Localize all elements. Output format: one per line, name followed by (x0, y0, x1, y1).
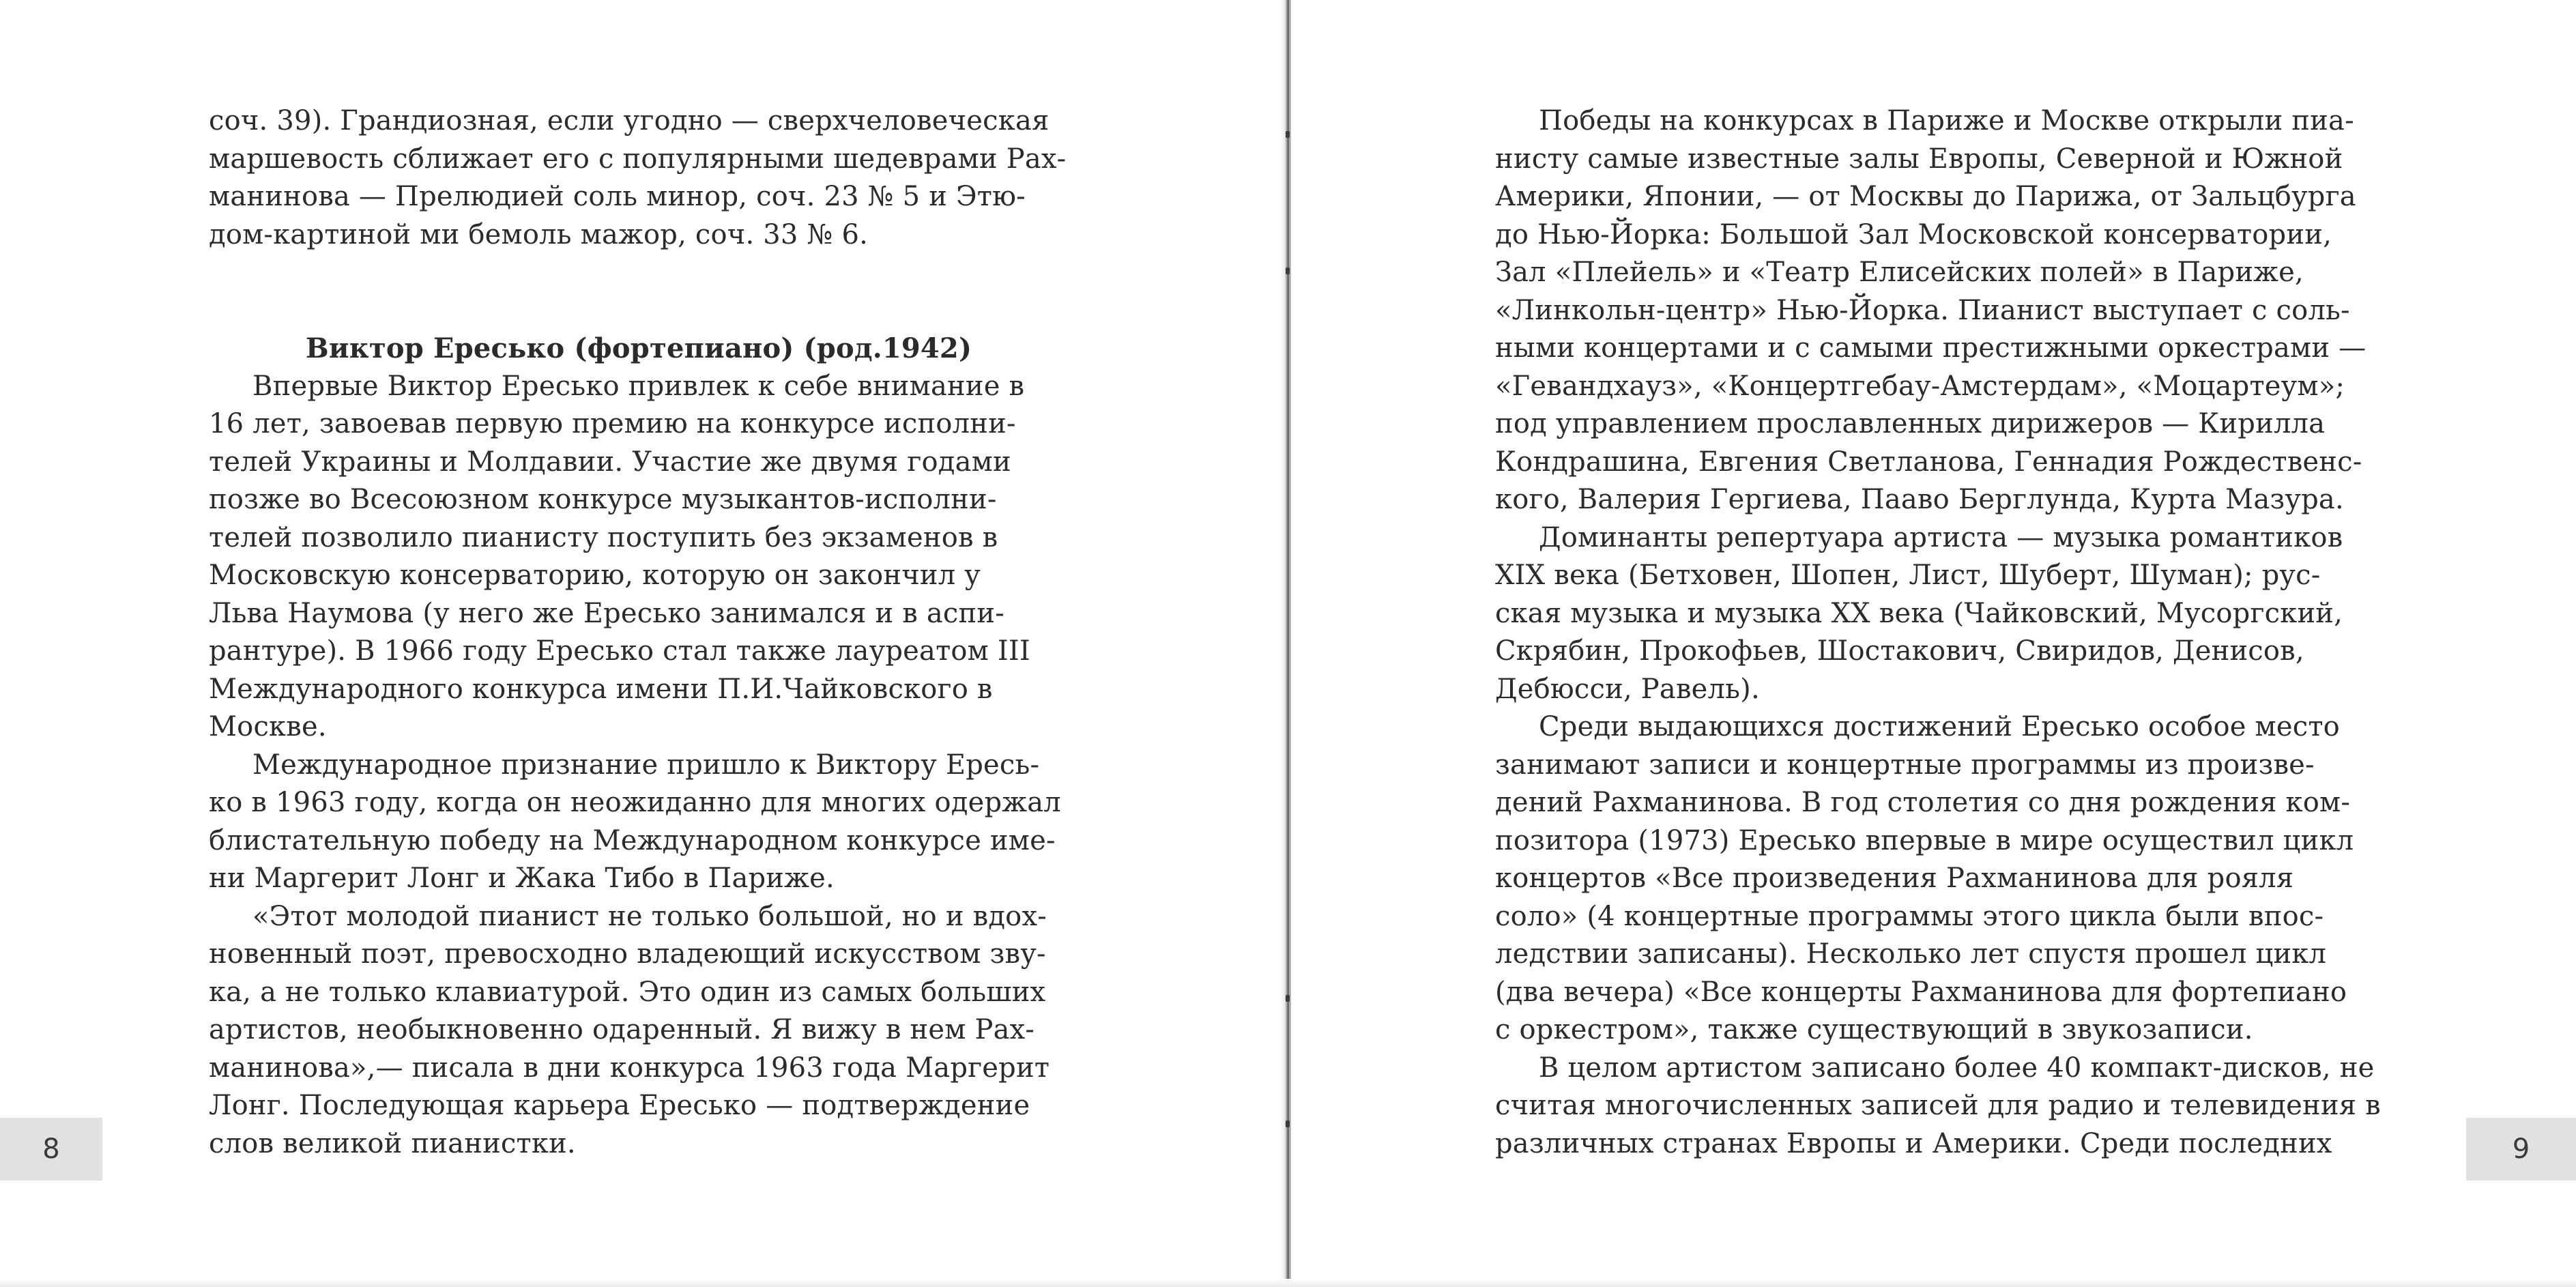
binding-staple (1286, 267, 1290, 274)
text-line: «Этот молодой пианист не только большой, но и вдох- (252, 900, 1047, 932)
scan-bottom-edge (0, 1279, 2576, 1287)
text-line: XIX века (Бетховен, Шопен, Лист, Шуберт, Шуман); рус- (1495, 560, 2321, 591)
intro-paragraph (209, 102, 1069, 254)
text-line: считая многочисленных записей для радио и телевидения в (1495, 1090, 2381, 1121)
text-line: ни Маргерит Лонг и Жака Тибо в Париже. (209, 863, 835, 894)
text-line: соч. 39). Грандиозная, если угодно — сверхчеловеческая (209, 105, 1050, 136)
text-line: маршевость сближает его с популярными шедеврами Рах- (209, 143, 1067, 175)
text-line: (два вечера) «Все концерты Рахманинова для фортепиано (1495, 976, 2347, 1008)
text-line: Международное признание пришло к Виктору Ересь- (252, 749, 1040, 781)
text-line: Лонг. Последующая карьера Ересько — подтверждение (209, 1090, 1030, 1121)
text-line: ка, а не только клавиатурой. Это один из самых больших (209, 976, 1046, 1008)
text-line: Среди выдающихся достижений Ересько особое место (1539, 711, 2340, 742)
biography-paragraph-4 (1495, 102, 2396, 519)
text-line: дом-картиной ми бемоль мажор, соч. 33 № 6. (209, 218, 869, 250)
text-line: манинова — Прелюдией соль минор, соч. 23 № 5 и Этю- (209, 181, 1026, 212)
biography-paragraph-3 (209, 898, 1069, 1163)
biography-paragraph-7 (1495, 1050, 2396, 1163)
biography-paragraph-6 (1495, 708, 2396, 1050)
text-line: новенный поэт, превосходно владеющий искусством зву- (209, 938, 1046, 970)
text-line: блистательную победу на Международном конкурсе име- (209, 824, 1056, 856)
text-line: артистов, необыкновенно одаренный. Я вижу в нем Рах- (209, 1014, 1035, 1045)
text-line: Победы на конкурсах в Париже и Москве открыли пиа- (1539, 105, 2354, 136)
text-line: позже во Всесоюзном конкурсе музыкантов-исполни- (209, 484, 997, 515)
text-line: «Гевандхауз», «Концертгебау-Амстердам», «Моцартеум»; (1495, 370, 2345, 402)
binding-staple (1286, 131, 1290, 138)
text-line: позитора (1973) Ересько впервые в мире осуществил цикл (1495, 824, 2354, 856)
right-page (1291, 0, 2576, 1287)
text-line: Международного конкурса имени П.И.Чайковского в (209, 673, 993, 705)
text-line: Московскую консерваторию, которую он закончил у (209, 560, 981, 591)
binding-staple (1286, 1120, 1290, 1127)
biography-paragraph-1 (209, 368, 1069, 747)
text-line: дений Рахманинова. В год столетия со дня рождения ком- (1495, 787, 2351, 818)
page-number-right: 9 (2466, 1118, 2576, 1181)
text-line: Зал «Плейель» и «Театр Елисейских полей» в Париже, (1495, 257, 2304, 288)
text-line: различных странах Европы и Америки. Среди последних (1495, 1127, 2332, 1159)
text-line: Льва Наумова (у него же Ересько занимался и в аспи- (209, 597, 1004, 629)
text-line: нисту самые известные залы Европы, Северной и Южной (1495, 143, 2343, 175)
text-line: концертов «Все произведения Рахманинова для рояля (1495, 863, 2294, 894)
biography-paragraph-5 (1495, 519, 2396, 709)
text-line: ская музыка и музыка XX века (Чайковский, Мусоргский, (1495, 597, 2343, 629)
text-line: занимают записи и концертные программы из произве- (1495, 749, 2315, 781)
binding-staple (1286, 995, 1290, 1002)
text-line: Дебюсси, Равель). (1495, 673, 1760, 705)
page-number-left: 8 (0, 1118, 102, 1181)
text-line: Скрябин, Прокофьев, Шостакович, Свиридов, Денисов, (1495, 635, 2304, 667)
text-line: соло» (4 концертные программы этого цикла были впос- (1495, 900, 2324, 932)
text-line: 16 лет, завоевав первую премию на конкурсе исполни- (209, 408, 1016, 439)
left-page (0, 0, 1286, 1287)
text-line: кого, Валерия Гергиева, Пааво Берглунда, Курта Мазура. (1495, 484, 2344, 515)
right-page-text (1495, 102, 2396, 1163)
text-line: «Линкольн-центр» Нью-Йорка. Пианист выступает с соль- (1495, 294, 2350, 326)
text-line: манинова»,— писала в дни конкурса 1963 года Маргерит (209, 1052, 1050, 1084)
text-line: В целом артистом записано более 40 компакт-дисков, не (1539, 1052, 2375, 1084)
text-line: под управлением прославленных дирижеров — Кирилла (1495, 408, 2326, 439)
text-line: телей Украины и Молдавии. Участие же двумя годами (209, 446, 1011, 478)
section-gap (209, 254, 1069, 330)
text-line: с оркестром», также существующий в звукозаписи. (1495, 1014, 2253, 1045)
text-line: ными концертами и с самыми престижными оркестрами — (1495, 332, 2367, 364)
text-line: слов великой пианистки. (209, 1127, 576, 1159)
text-line: Кондрашина, Евгения Светланова, Геннадия Рождественс- (1495, 446, 2362, 478)
text-line: ледствии записаны). Несколько лет спустя прошел цикл (1495, 938, 2327, 970)
text-line: Америки, Японии, — от Москвы до Парижа, от Зальцбурга (1495, 181, 2356, 212)
section-heading: Виктор Ересько (фортепиано) (род.1942) (305, 332, 972, 364)
text-line: телей позволило пианисту поступить без экзаменов в (209, 521, 998, 553)
biography-paragraph-2 (209, 747, 1069, 898)
text-line: рантуре). В 1966 году Ересько стал также лауреатом III (209, 635, 1030, 667)
text-line: Доминанты репертуара артиста — музыка романтиков (1539, 521, 2343, 553)
text-line: до Нью-Йорка: Большой Зал Московской консерватории, (1495, 218, 2332, 250)
text-line: Впервые Виктор Ересько привлек к себе внимание в (252, 370, 1025, 402)
text-line: ко в 1963 году, когда он неожиданно для многих одержал (209, 787, 1061, 818)
left-page-text (209, 102, 1069, 1163)
text-line: Москве. (209, 711, 327, 742)
